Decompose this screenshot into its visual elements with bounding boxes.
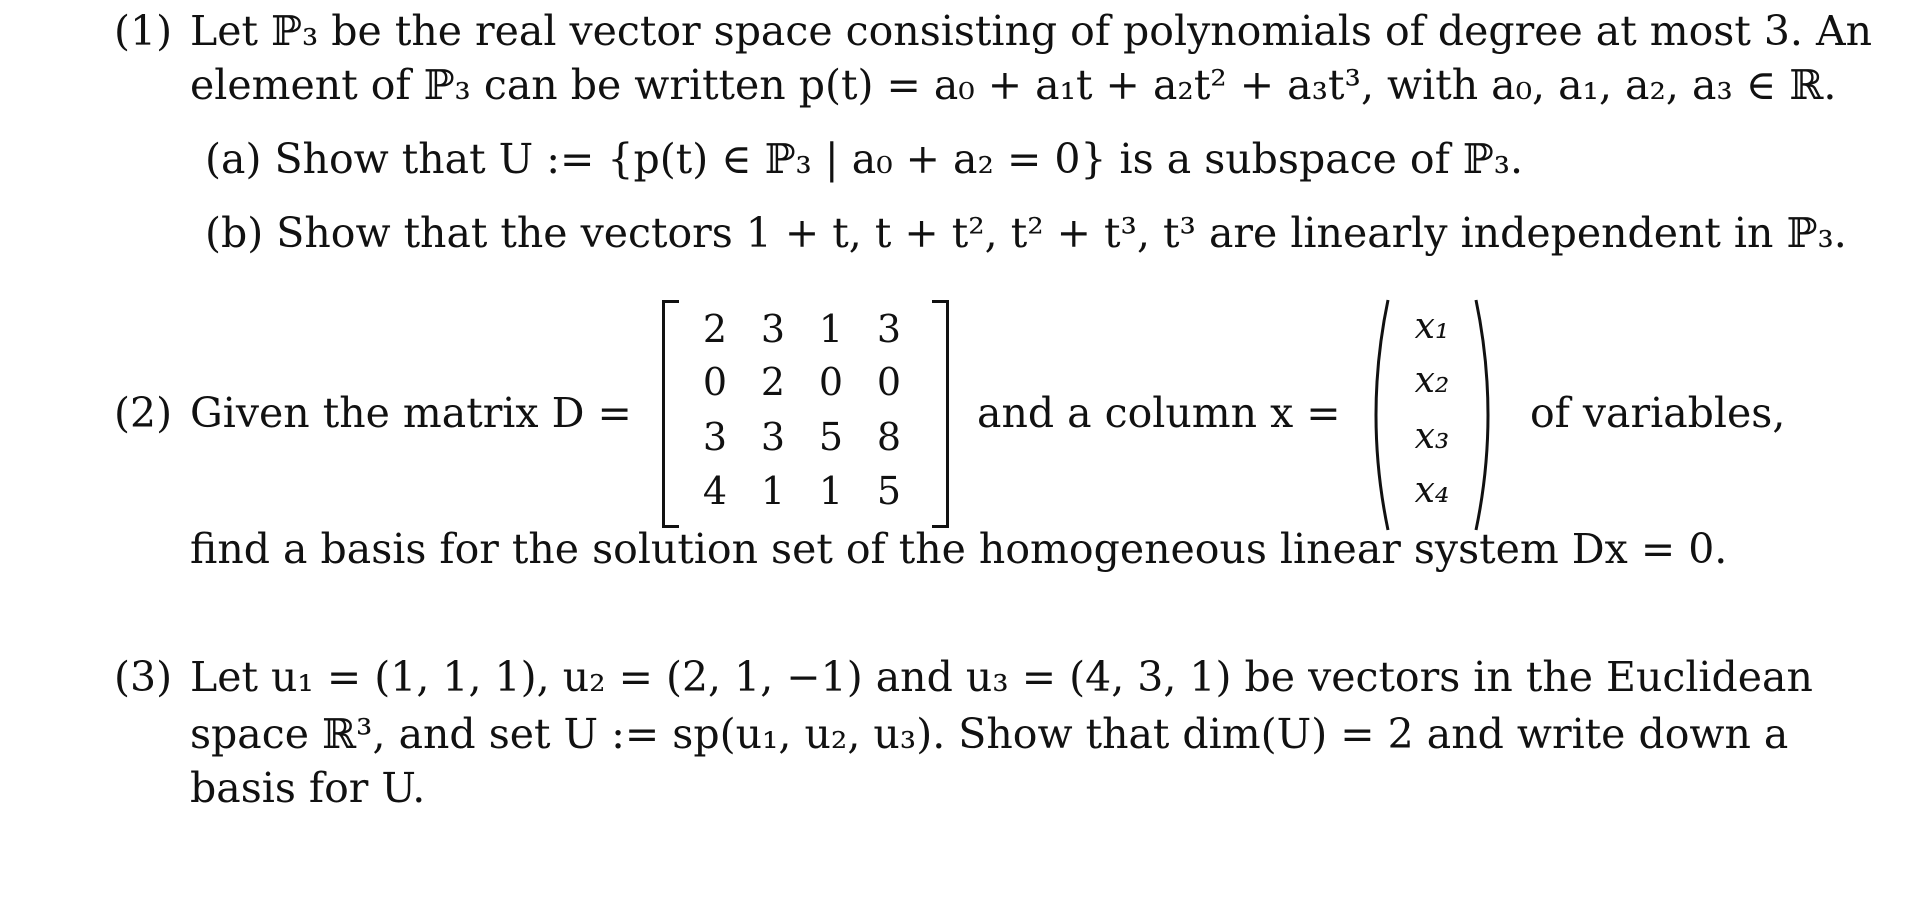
- problem-1-line-2: element of ℙ₃ can be written p(t) = a₀ + a₁t + a₂t² + a₃t³, with a₀, a₁, a₂, a₃ ∈ ℝ.: [190, 61, 1837, 109]
- matrix-d: [662, 300, 952, 528]
- matrix-cell: 2: [702, 307, 728, 351]
- matrix-cell: 3: [702, 415, 728, 459]
- problem-1-number: (1): [114, 7, 173, 55]
- matrix-cell: 5: [876, 469, 902, 513]
- matrix-cell: 3: [760, 307, 786, 351]
- problem-2-tail-text: of variables,: [1530, 389, 1786, 437]
- vector-entry: x₁: [1414, 306, 1450, 347]
- problem-1-part-a: (a) Show that U := {p(t) ∈ ℙ₃ | a₀ + a₂ = 0} is a subspace of ℙ₃.: [205, 135, 1524, 183]
- problem-3-number: (3): [114, 653, 173, 701]
- problem-3-line-2: space ℝ³, and set U := sp(u₁, u₂, u₃). Show that dim(U) = 2 and write down a: [190, 710, 1789, 758]
- vector-entry: x₄: [1414, 470, 1450, 511]
- column-vector-x: [1362, 296, 1502, 534]
- matrix-cell: 2: [760, 360, 786, 404]
- matrix-cell: 8: [876, 415, 902, 459]
- problem-3-line-1: Let u₁ = (1, 1, 1), u₂ = (2, 1, −1) and u₃ = (4, 3, 1) be vectors in the Euclidean: [190, 653, 1813, 701]
- matrix-cell: 3: [760, 415, 786, 459]
- matrix-cell: 5: [818, 415, 844, 459]
- problem-2-line-2: find a basis for the solution set of the homogeneous linear system Dx = 0.: [190, 525, 1728, 573]
- matrix-cell: 0: [702, 360, 728, 404]
- problem-2-middle-text: and a column x =: [977, 389, 1341, 437]
- matrix-cell: 1: [760, 469, 786, 513]
- matrix-cell: 1: [818, 307, 844, 351]
- matrix-cell: 0: [876, 360, 902, 404]
- vector-entry: x₂: [1414, 360, 1450, 401]
- problem-2-lead-text: Given the matrix D =: [190, 389, 632, 437]
- problem-3-line-3: basis for U.: [190, 764, 426, 812]
- matrix-cell: 3: [876, 307, 902, 351]
- matrix-left-bracket: [662, 300, 679, 528]
- problem-1-line-1: Let ℙ₃ be the real vector space consisting of polynomials of degree at most 3. An: [190, 7, 1873, 55]
- matrix-cell: 1: [818, 469, 844, 513]
- problem-1-part-b: (b) Show that the vectors 1 + t, t + t², t² + t³, t³ are linearly independent in ℙ₃.: [205, 209, 1847, 257]
- matrix-cell: 4: [702, 469, 728, 513]
- matrix-cell: 0: [818, 360, 844, 404]
- matrix-right-bracket: [932, 300, 949, 528]
- problem-2-number: (2): [114, 389, 173, 437]
- vector-entry: x₃: [1414, 416, 1450, 457]
